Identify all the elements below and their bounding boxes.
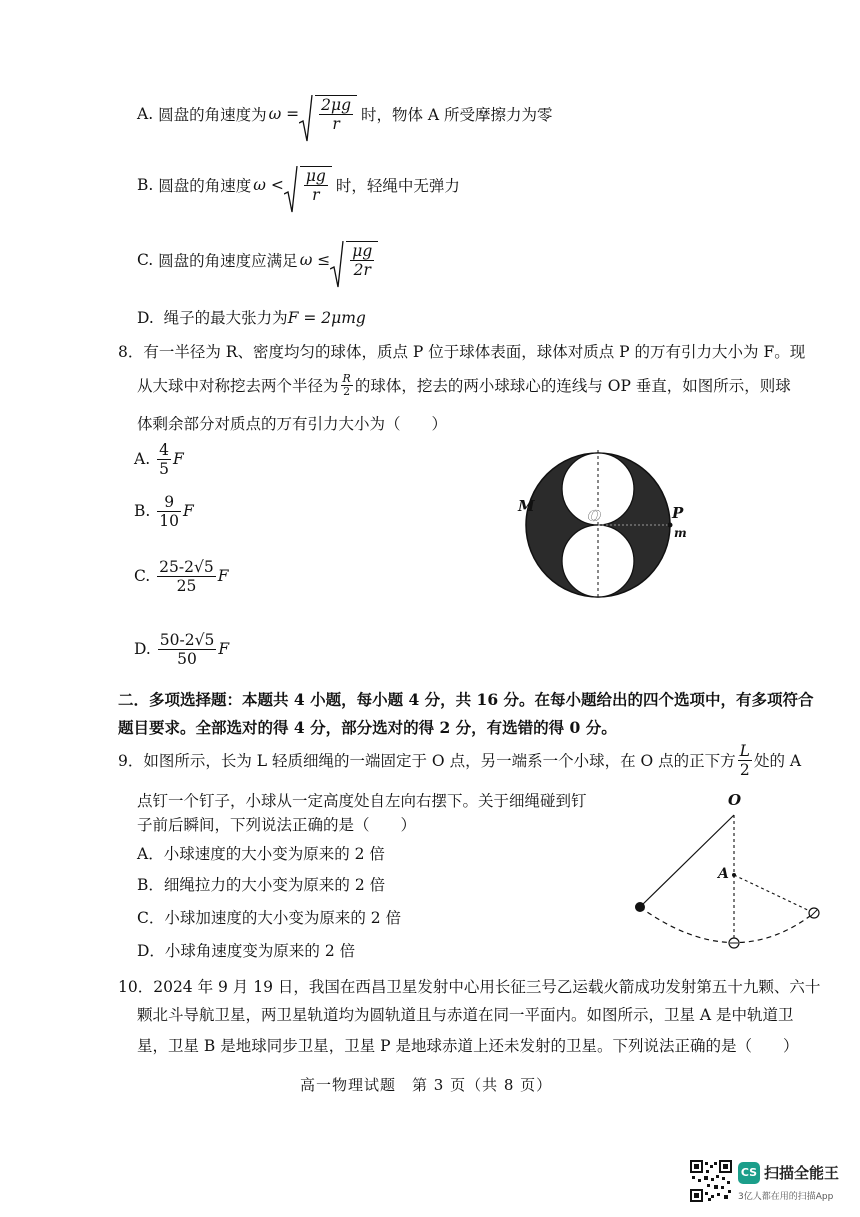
fraction-denominator: 50	[177, 649, 197, 668]
option-text: 圆盘的角速度	[158, 177, 252, 195]
fraction-numerator: 50-2√5	[159, 630, 215, 649]
sqrt-denominator: 2r	[353, 261, 371, 279]
q8-option-c	[134, 555, 229, 597]
section2-line1: 二．多项选择题：本题共 4 小题，每小题 4 分，共 16 分。在每小题给出的四个选项中，有多项符合	[118, 690, 814, 709]
q8-option-b	[134, 490, 194, 532]
math-expr: ω <	[253, 176, 284, 194]
q8-stem-line2	[137, 370, 791, 400]
fraction	[158, 631, 217, 668]
sqrt-denominator: r	[312, 186, 320, 204]
math-expr: F = 2μmg	[287, 309, 366, 327]
q8-stem-line1: 8．有一半径为 R、密度均匀的球体，质点 P 位于球体表面，球体对质点 P 的万有引力大小为 F。现	[118, 343, 806, 361]
label-a: A	[718, 866, 729, 882]
math-expr: ω =	[268, 105, 300, 123]
sphere-diagram	[510, 450, 700, 600]
point-p	[668, 523, 673, 528]
q8-stem-line3: 体剩余部分对质点的万有引力大小为（ ）	[137, 415, 448, 433]
option-text: 圆盘的角速度为	[158, 106, 267, 124]
q9-stem-line1	[118, 740, 801, 780]
scanner-tagline: 3亿人都在用的扫描App	[738, 1192, 834, 1202]
q10-stem-line2: 颗北斗导航卫星，两卫星轨道均为圆轨道且与赤道在同一平面内。如图所示，卫星 A 是中轨道卫	[137, 1006, 794, 1024]
label-o: O	[588, 507, 602, 525]
fraction-denominator: 5	[159, 459, 169, 478]
pendulum-diagram	[630, 785, 830, 955]
fraction-numerator: R	[342, 371, 351, 385]
section2-line2: 题目要求。全部选对的得 4 分，部分选对的得 2 分，有选错的得 0 分。	[118, 718, 617, 737]
variable: F	[217, 567, 229, 585]
option-letter: A.	[134, 450, 151, 468]
qr-code-icon	[690, 1160, 732, 1202]
label-m-upper: M	[518, 497, 535, 515]
fraction-denominator: 2	[739, 760, 750, 779]
q7-option-d	[137, 306, 366, 328]
option-letter: D.	[137, 309, 154, 327]
option-letter: B.	[137, 176, 154, 194]
q7-option-a	[137, 92, 553, 136]
fraction	[738, 742, 752, 779]
q10-stem-line3: 星，卫星 B 是地球同步卫星，卫星 P 是地球赤道上还未发射的卫星。下列说法正确的是（ ）	[137, 1037, 799, 1055]
option-text: 圆盘的角速度应满足	[158, 252, 298, 270]
variable: F	[172, 450, 184, 468]
math-expr: ω ≤	[299, 251, 331, 269]
stem-text: 的球体，挖去的两小球球心的连线与 OP 垂直，如图所示，则球	[354, 377, 791, 395]
q9-stem-line2: 点钉一个钉子，小球从一定高度处自左向右摆下。关于细绳碰到钉	[137, 792, 587, 810]
sqrt-numerator: μg	[305, 167, 326, 185]
sqrt-expression	[330, 241, 378, 279]
option-letter: A.	[137, 105, 154, 123]
q8-option-d	[134, 628, 229, 670]
fraction-numerator: L	[739, 741, 750, 760]
option-letter: C.	[137, 251, 154, 269]
q7-option-c	[137, 238, 378, 282]
q7-option-b	[137, 163, 460, 207]
sqrt-expression	[284, 166, 332, 204]
q9-option-a: A．小球速度的大小变为原来的 2 倍	[137, 845, 385, 863]
page-footer: 高一物理试题 第 3 页（共 8 页）	[300, 1076, 553, 1094]
label-p: P	[672, 504, 684, 522]
sqrt-numerator: 2μg	[321, 96, 351, 114]
scanner-app-name: 扫描全能王	[764, 1164, 840, 1182]
stem-text: 9．如图所示，长为 L 轻质细绳的一端固定于 O 点，另一端系一个小球，在 O 点的正下方	[118, 752, 736, 770]
rope-right	[734, 875, 814, 913]
fraction	[157, 441, 171, 478]
sqrt-numerator: μg	[352, 242, 373, 260]
q10-stem-line1: 10．2024 年 9 月 19 日，我国在西昌卫星发射中心用长征三号乙运载火箭成功发射第五十九颗、六十	[118, 978, 821, 996]
ball-start	[635, 902, 645, 912]
fraction-numerator: 4	[159, 440, 169, 459]
option-letter: C.	[134, 567, 151, 585]
q9-option-d: D．小球角速度变为原来的 2 倍	[137, 942, 356, 960]
swing-arc	[640, 907, 814, 943]
stem-text: 处的 A	[753, 752, 802, 770]
stem-text: 从大球中对称挖去两个半径为	[137, 377, 339, 395]
fraction-denominator: 2	[343, 384, 351, 398]
fraction	[157, 558, 216, 595]
scanner-logo	[738, 1162, 760, 1184]
fraction-numerator: 25-2√5	[159, 557, 214, 576]
sqrt-denominator: r	[332, 115, 340, 133]
q8-option-a	[134, 438, 184, 480]
rope-left	[640, 815, 734, 907]
fraction	[157, 493, 181, 530]
label-o: O	[728, 791, 742, 809]
option-text: 时，轻绳中无弹力	[335, 177, 460, 195]
variable: F	[218, 640, 230, 658]
fraction	[341, 373, 353, 398]
q9-option-b: B．细绳拉力的大小变为原来的 2 倍	[137, 876, 386, 894]
fraction-denominator: 10	[159, 511, 179, 530]
option-text: 绳子的最大张力为	[163, 309, 288, 327]
option-letter: B.	[134, 502, 151, 520]
scanner-logo-text: CS	[740, 1166, 758, 1179]
q9-option-c: C．小球加速度的大小变为原来的 2 倍	[137, 909, 402, 927]
option-text: 时，物体 A 所受摩擦力为零	[361, 106, 553, 124]
fraction-denominator: 25	[176, 576, 197, 595]
q9-stem-line3: 子前后瞬间，下列说法正确的是（ ）	[137, 816, 417, 834]
label-m-lower: m	[674, 526, 687, 540]
sqrt-expression	[299, 95, 357, 133]
fraction-numerator: 9	[157, 493, 181, 512]
option-letter: D.	[134, 640, 151, 658]
variable: F	[183, 502, 194, 520]
